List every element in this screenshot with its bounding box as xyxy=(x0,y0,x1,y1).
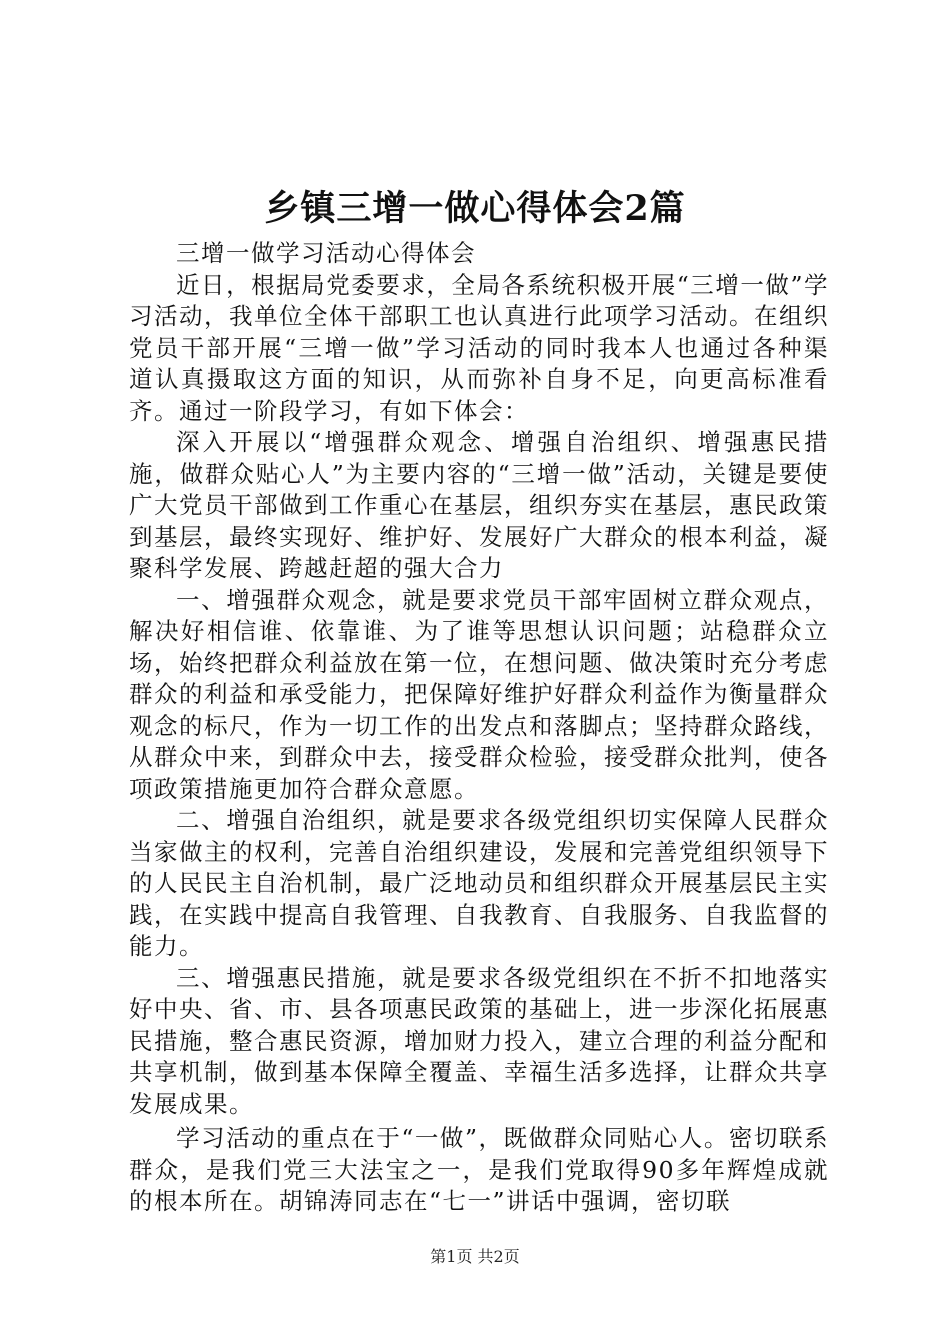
document-title: 乡镇三增一做心得体会2篇 xyxy=(264,188,686,229)
paragraph-point-one: 一、增强群众观念，就是要求党员干部牢固树立群众观点，解决好相信谁、依靠谁、为了谁等思想认识问题；站稳群众立场，始终把群众利益放在第一位，在想问题、做决策时充分考虑群众的利益和承受能力，把保障好维护好群众利益作为衡量群众观念的标尺，作为一切工作的出发点和落脚点；坚持群众路线，从群众中来，到群众中去，接受群众检验，接受群众批判，使各项政策措施更加符合群众意愿。 xyxy=(129,585,829,803)
paragraph-overview: 深入开展以“增强群众观念、增强自治组织、增强惠民措施，做群众贴心人”为主要内容的“三增一做”活动，关键是要使广大党员干部做到工作重心在基层，组织夯实在基层，惠民政策到基层，最终实现好、维护好、发展好广大群众的根本利益，凝聚科学发展、跨越赶超的强大合力 xyxy=(129,428,829,582)
paragraph-point-three: 三、增强惠民措施，就是要求各级党组织在不折不扣地落实好中央、省、市、县各项惠民政策的基础上，进一步深化拓展惠民措施，整合惠民资源，增加财力投入，建立合理的利益分配和共享机制，做到基本保障全覆盖、幸福生活多选择，让群众共享发展成果。 xyxy=(129,963,829,1118)
page-number-footer: 第1页 共2页 xyxy=(430,1247,520,1266)
paragraph-intro: 近日，根据局党委要求，全局各系统积极开展“三增一做”学习活动，我单位全体干部职工也认真进行此项学习活动。在组织党员干部开展“三增一做”学习活动的同时我本人也通过各种渠道认真摄取这方面的知识，从而弥补自身不足，向更高标准看齐。通过一阶段学习，有如下体会： xyxy=(129,270,829,425)
document-body xyxy=(129,238,829,1218)
paragraph-point-two: 二、增强自治组织，就是要求各级党组织切实保障人民群众当家做主的权利，完善自治组织建设，发展和完善党组织领导下的人民民主自治机制，最广泛地动员和组织群众开展基层民主实践，在实践中提高自我管理、自我教育、自我服务、自我监督的能力。 xyxy=(129,806,829,960)
paragraph-focus: 学习活动的重点在于“一做”，既做群众同贴心人。密切联系群众，是我们党三大法宝之一，是我们党取得90多年辉煌成就的根本所在。胡锦涛同志在“七一”讲话中强调，密切联 xyxy=(129,1124,829,1215)
document-subtitle: 三增一做学习活动心得体会 xyxy=(176,239,476,267)
